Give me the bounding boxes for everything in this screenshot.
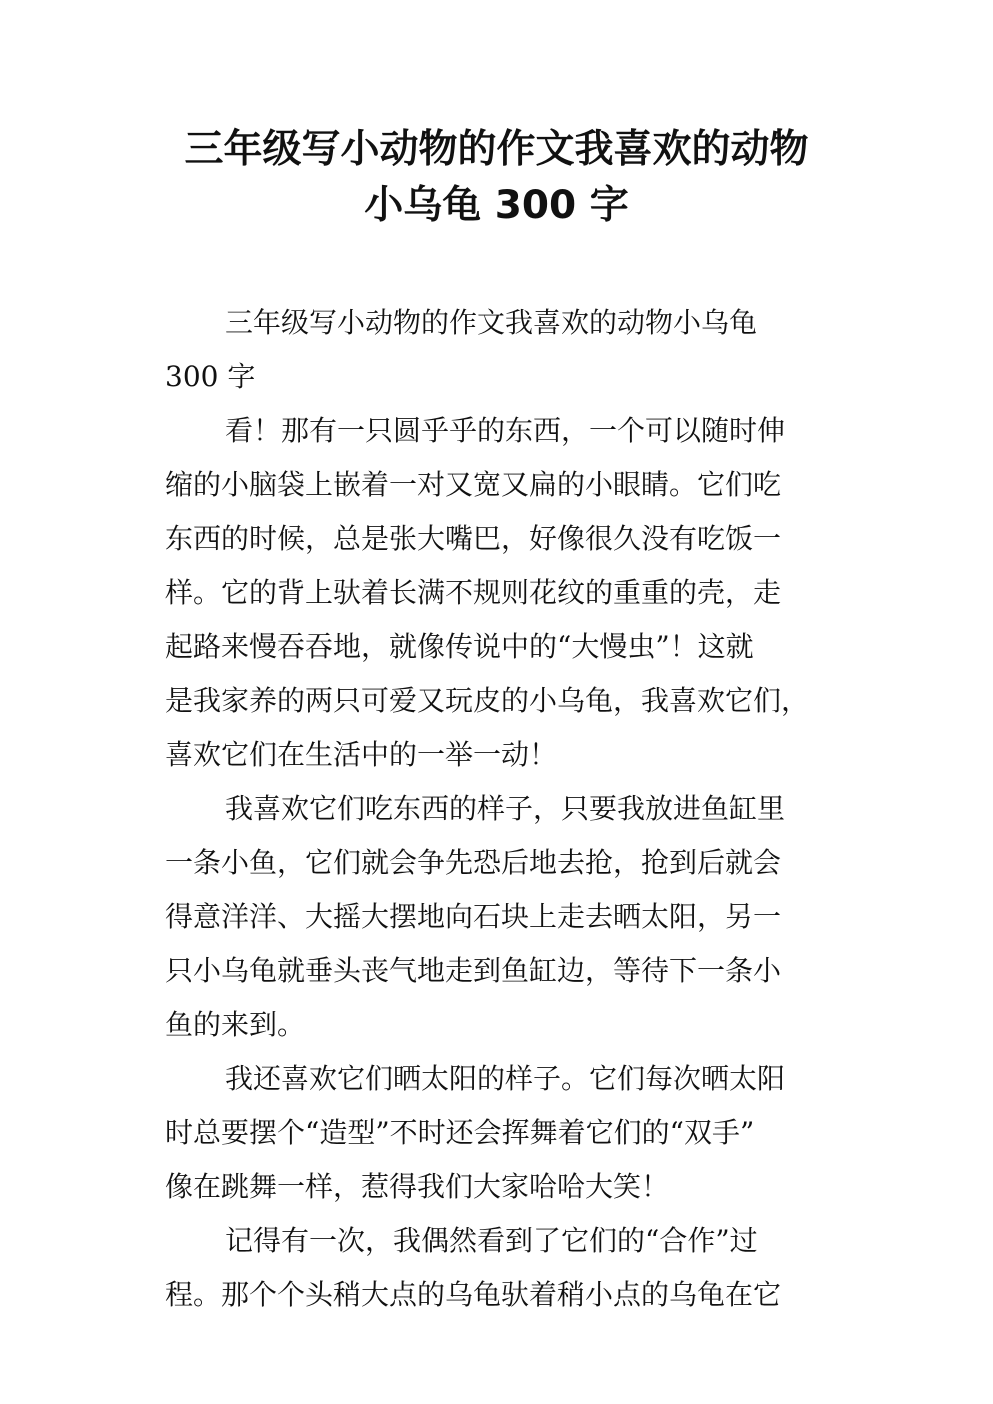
paragraph-2 <box>165 404 837 782</box>
paragraph-line: 样。它的背上驮着长满不规则花纹的重重的壳，走 <box>165 576 782 609</box>
paragraph-line: 起路来慢吞吞地，就像传说中的“大慢虫”！这就 <box>165 630 754 663</box>
paragraph-line: 一条小鱼，它们就会争先恐后地去抢，抢到后就会 <box>165 846 782 879</box>
paragraph-line: 只小乌龟就垂头丧气地走到鱼缸边，等待下一条小 <box>165 954 782 987</box>
paragraph-line: 时总要摆个“造型”不时还会挥舞着它们的“双手” <box>165 1116 755 1149</box>
paragraph-line: 像在跳舞一样，惹得我们大家哈哈大笑！ <box>165 1170 670 1203</box>
document-body <box>165 296 837 1322</box>
paragraph-line: 我喜欢它们吃东西的样子，只要我放进鱼缸里 <box>225 792 786 825</box>
title-line-2: 小乌龟 300 字 <box>364 183 629 228</box>
paragraph-line: 是我家养的两只可爱又玩皮的小乌龟，我喜欢它们， <box>165 684 810 717</box>
title-line-1: 三年级写小动物的作文我喜欢的动物 <box>184 127 809 172</box>
paragraph-line: 鱼的来到。 <box>165 1008 306 1041</box>
paragraph-line: 得意洋洋、大摇大摆地向石块上走去晒太阳，另一 <box>165 900 782 933</box>
paragraph-4 <box>165 1052 837 1214</box>
paragraph-line: 我还喜欢它们晒太阳的样子。它们每次晒太阳 <box>225 1062 786 1095</box>
paragraph-line: 三年级写小动物的作文我喜欢的动物小乌龟 <box>225 306 758 339</box>
paragraph-line: 东西的时候，总是张大嘴巴，好像很久没有吃饭一 <box>165 522 782 555</box>
paragraph-5 <box>165 1214 837 1322</box>
paragraph-line: 喜欢它们在生活中的一举一动！ <box>165 738 558 771</box>
paragraph-line: 程。那个个头稍大点的乌龟驮着稍小点的乌龟在它 <box>165 1278 782 1311</box>
paragraph-line: 300 字 <box>165 360 256 393</box>
paragraph-line: 缩的小脑袋上嵌着一对又宽又扁的小眼睛。它们吃 <box>165 468 782 501</box>
paragraph-1 <box>165 296 837 404</box>
paragraph-line: 记得有一次，我偶然看到了它们的“合作”过 <box>225 1224 758 1257</box>
paragraph-3 <box>165 782 837 1052</box>
paragraph-line: 看！那有一只圆乎乎的东西，一个可以随时伸 <box>225 414 786 447</box>
document-title <box>0 122 993 234</box>
